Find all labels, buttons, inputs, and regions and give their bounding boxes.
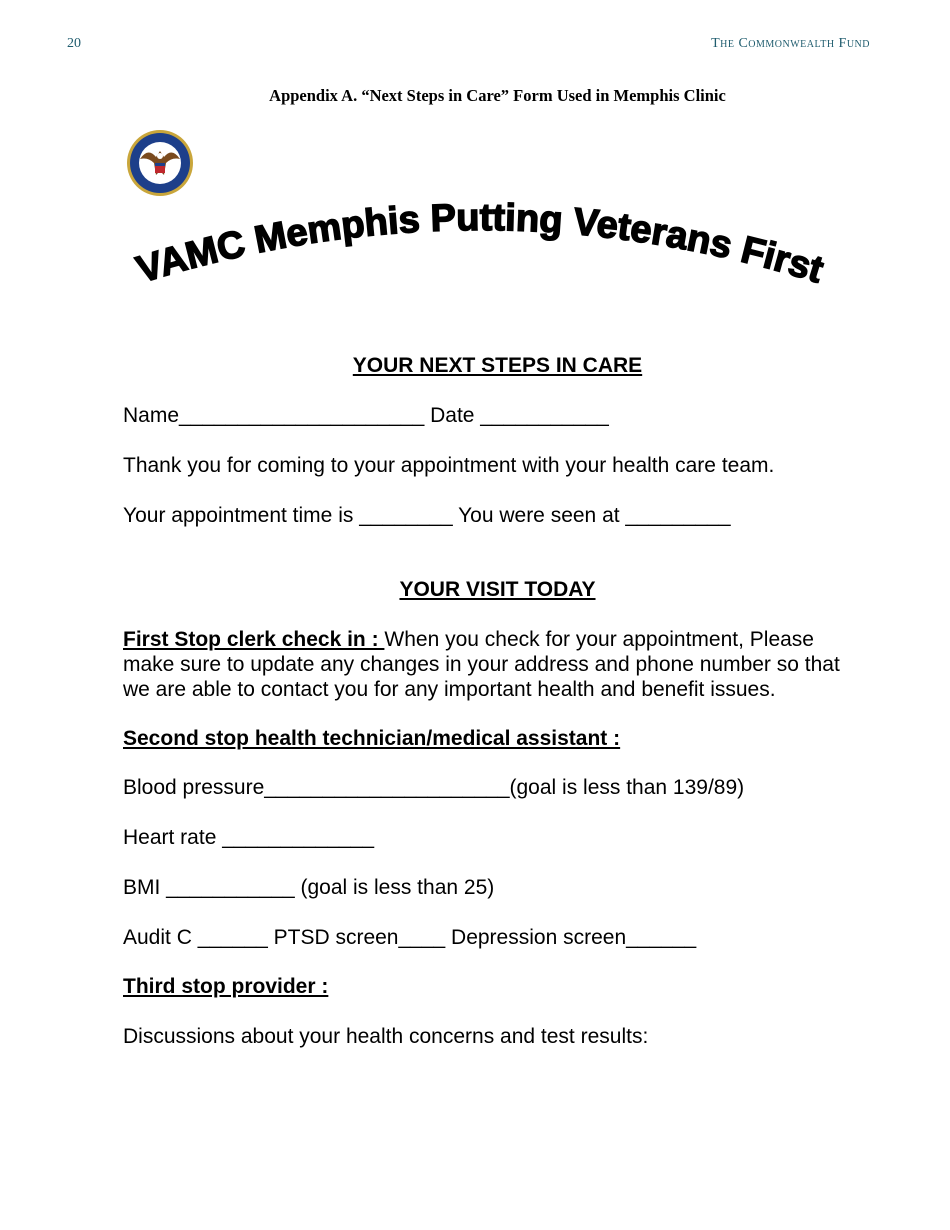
form-title: YOUR NEXT STEPS IN CARE [352,354,643,377]
banner-logo [100,190,860,320]
va-seal-icon [126,129,194,197]
appointment-time-field: Your appointment time is ________ You were seen at _________ [123,504,731,527]
running-header: The Commonwealth Fund [711,36,870,51]
first-stop-text: When you check for your appointment, Please make sure to update any changes in your address and phone number so that we are able to contact you for any important health and benefit issues. [123,628,840,701]
svg-text:VAMC Memphis Putting Veterans [132,197,828,292]
blood-pressure-field: Blood pressure_____________________(goal is less than 139/89) [123,776,745,799]
second-stop-label: Second stop health technician/medical assistant : [123,727,621,750]
bmi-field: BMI ___________ (goal is less than 25) [123,876,495,899]
appendix-title: Appendix A. “Next Steps in Care” Form Used in Memphis Clinic [269,86,726,105]
banner-text: VAMC Memphis Putting Veterans First [131,196,829,292]
thank-you-text: Thank you for coming to your appointment with your health care team. [123,454,775,477]
first-stop-label: First Stop clerk check in : [123,628,385,651]
discussion-text: Discussions about your health concerns and test results: [123,1025,649,1048]
heart-rate-field: Heart rate _____________ [123,826,375,849]
name-date-field: Name_____________________ Date ___________ [123,404,609,427]
screens-field: Audit C ______ PTSD screen____ Depression screen______ [123,926,697,949]
page-number: 20 [67,36,81,51]
visit-heading: YOUR VISIT TODAY [399,578,596,601]
third-stop-label: Third stop provider : [123,975,329,998]
first-stop-paragraph [123,627,863,702]
